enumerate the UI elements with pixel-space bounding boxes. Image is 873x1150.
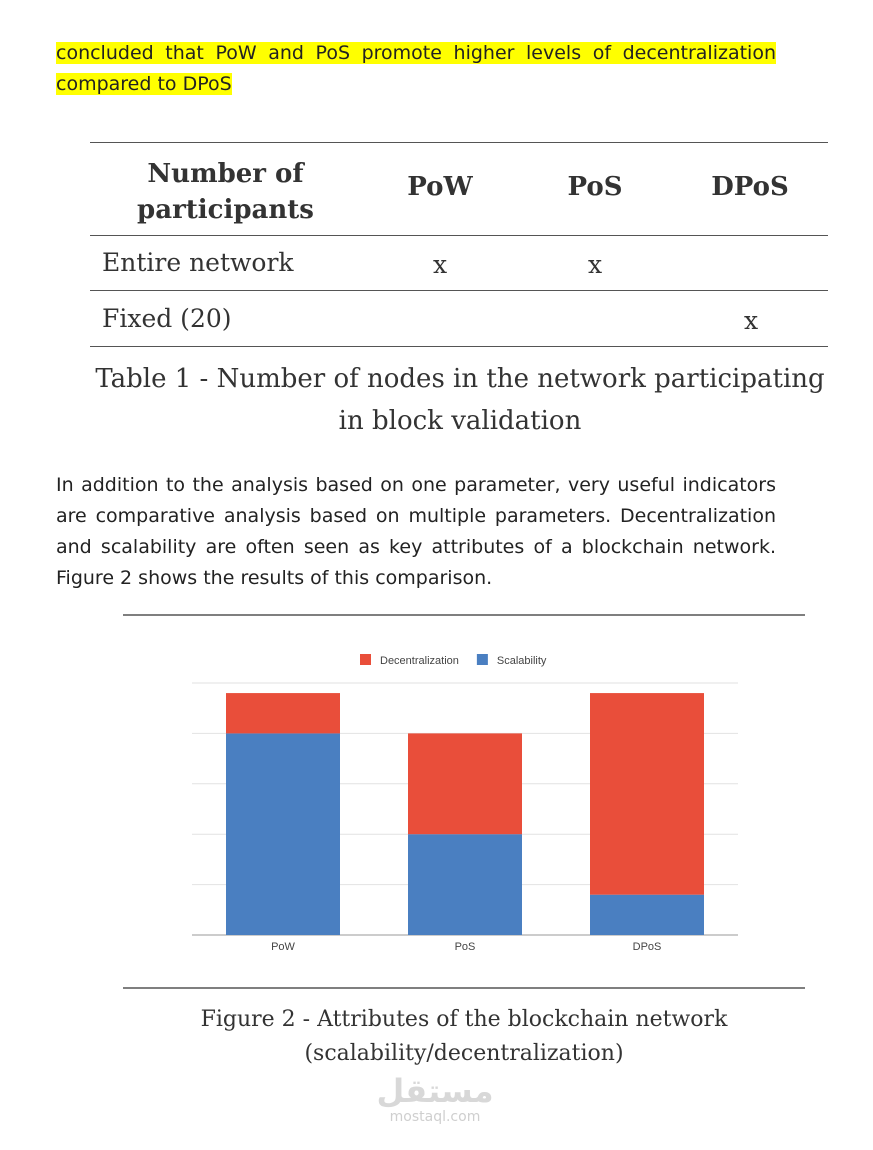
legend-swatch — [360, 654, 371, 665]
legend-label: Scalability — [496, 655, 547, 667]
table-cell-pow: x — [432, 250, 448, 279]
table-cell-pos: x — [587, 250, 603, 279]
bar-scalability-pow — [226, 733, 340, 935]
legend-swatch — [477, 654, 488, 665]
bar-decentralization-pos — [408, 733, 522, 834]
table-top-rule — [90, 142, 828, 143]
bar-decentralization-dpos — [590, 693, 704, 895]
table-caption: Table 1 - Number of nodes in the network participating in block validation — [95, 364, 825, 436]
table-row-label: Fixed (20) — [102, 304, 232, 333]
table-bottom-rule — [90, 346, 828, 347]
x-tick-label: PoW — [271, 941, 295, 953]
bar-scalability-pos — [408, 834, 522, 935]
highlighted-text: concluded that PoW and PoS promote higher levels of decentralization compared to DPoS — [56, 42, 776, 95]
figure-caption: Figure 2 - Attributes of the blockchain network (scalability/decentralization) — [200, 1007, 728, 1066]
chart-legend — [360, 654, 547, 667]
stacked-bar-chart — [120, 610, 810, 1000]
x-tick-label: DPoS — [632, 941, 662, 953]
body-paragraph: In addition to the analysis based on one parameter, very useful indicators are comparative analysis based on multiple parameters. Decentralization and scalability are often seen as key attributes of a blockchain network. Figure 2 shows the results of this comparison. — [56, 474, 776, 589]
table-header-pos: PoS — [567, 172, 623, 202]
highlighted-paragraph — [56, 38, 776, 100]
watermark-logo-latin: mostaql.com — [389, 1109, 481, 1125]
table-header-pow: PoW — [407, 172, 473, 202]
bar-decentralization-pow — [226, 693, 340, 733]
chart-bars — [226, 693, 704, 935]
watermark-logo-arabic: مستقل — [376, 1072, 494, 1110]
table-cell-dpos: x — [743, 306, 759, 335]
table-row-label: Entire network — [102, 248, 294, 277]
table-header-rule — [90, 235, 828, 236]
legend-label: Decentralization — [380, 655, 459, 667]
x-tick-label: PoS — [454, 941, 476, 953]
table-header-dpos: DPoS — [711, 172, 789, 202]
chart-x-labels — [271, 941, 661, 953]
bar-scalability-dpos — [590, 895, 704, 935]
table-row-rule — [90, 290, 828, 291]
table-header-participants: Number of participants — [137, 159, 314, 225]
